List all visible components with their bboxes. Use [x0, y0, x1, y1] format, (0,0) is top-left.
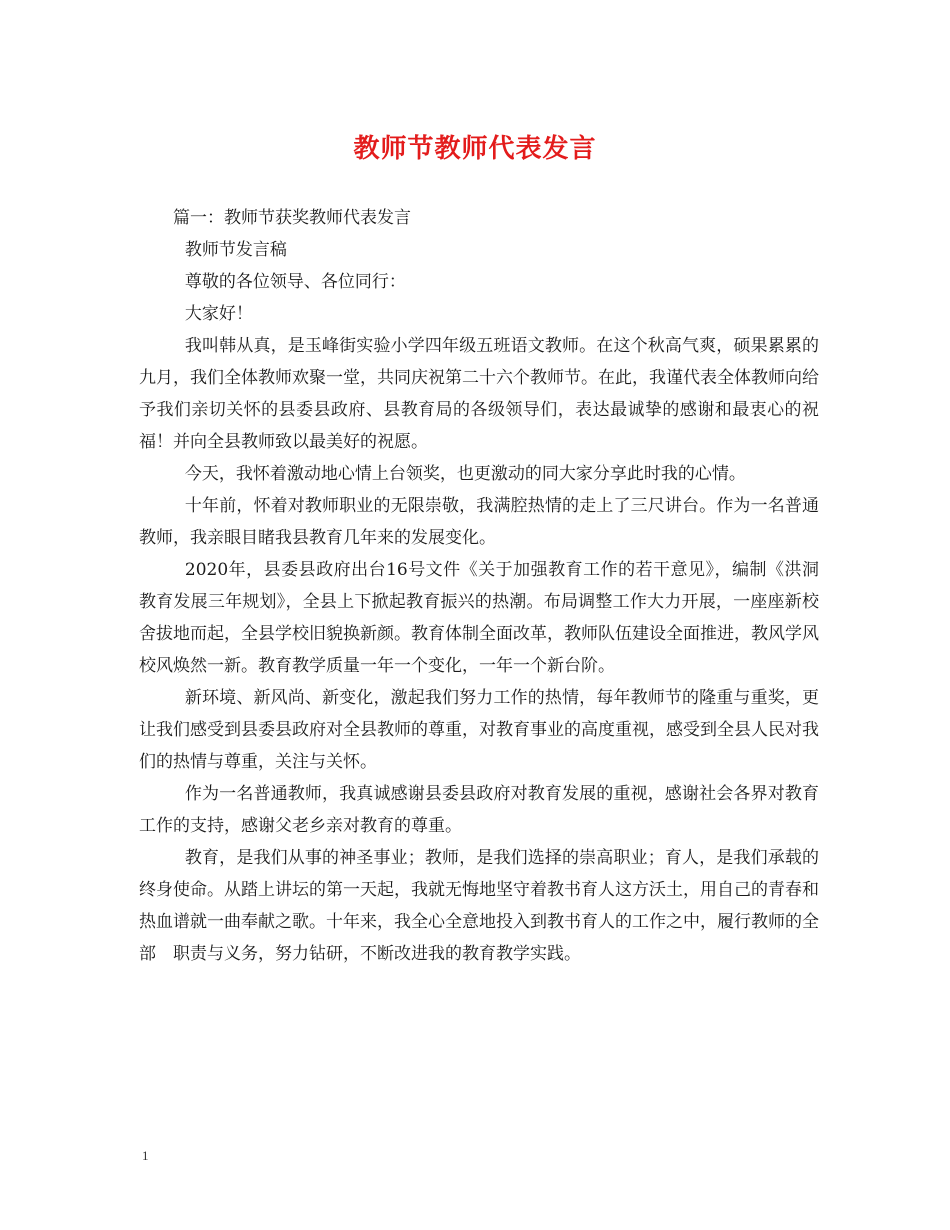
speech-heading: 教师节发言稿 — [184, 240, 287, 260]
document-body — [139, 202, 819, 970]
paragraph: 2020年，县委县政府出台16号文件《关于加强教育工作的若干意见》，编制《洪洞教育发展三年规划》，全县上下掀起教育振兴的热潮。布局调整工作大力开展，一座座新校舍拔地而起，全县学校旧貌换新颜。教育体制全面改革，教师队伍建设全面推进，教风学风校风焕然一新。教育教学质量一年一个变化，一年一个新台阶。 — [139, 560, 819, 676]
paragraph: 新环境、新风尚、新变化，激起我们努力工作的热情，每年教师节的隆重与重奖，更让我们感受到县委县政府对全县教师的尊重，对教育事业的高度重视，感受到全县人民对我们的热情与尊重，关注与关怀。 — [139, 688, 819, 772]
paragraph: 今天，我怀着激动地心情上台领奖，也更激动的同大家分享此时我的心情。 — [184, 464, 746, 484]
paragraph: 十年前，怀着对教师职业的无限崇敬，我满腔热情的走上了三尺讲台。作为一名普通教师，我亲眼目睹我县教育几年来的发展变化。 — [139, 496, 819, 548]
document-title: 教师节教师代表发言 — [353, 134, 597, 164]
paragraph: 我叫韩从真，是玉峰街实验小学四年级五班语文教师。在这个秋高气爽，硕果累累的九月，我们全体教师欢聚一堂，共同庆祝第二十六个教师节。在此，我谨代表全体教师向给予我们亲切关怀的县委县政府、县教育局的各级领导们，表达最诚挚的感谢和最衷心的祝福！并向全县教师致以最美好的祝愿。 — [139, 336, 819, 452]
greeting: 大家好！ — [184, 304, 253, 324]
paragraph: 作为一名普通教师，我真诚感谢县委县政府对教育发展的重视，感谢社会各界对教育工作的支持，感谢父老乡亲对教育的尊重。 — [139, 784, 819, 836]
section-heading: 篇一：教师节获奖教师代表发言 — [173, 208, 411, 228]
salutation: 尊敬的各位领导、各位同行： — [184, 272, 406, 292]
paragraph: 教育，是我们从事的神圣事业；教师，是我们选择的崇高职业；育人，是我们承载的终身使命。从踏上讲坛的第一天起，我就无悔地坚守着教书育人这方沃土，用自己的青春和热血谱就一曲奉献之歌。十年来，我全心全意地投入到教书育人的工作之中，履行教师的全部 职责与义务，努力钻研，不断改进我的教育教学实践。 — [139, 848, 819, 964]
page-number: 1 — [142, 1148, 149, 1163]
